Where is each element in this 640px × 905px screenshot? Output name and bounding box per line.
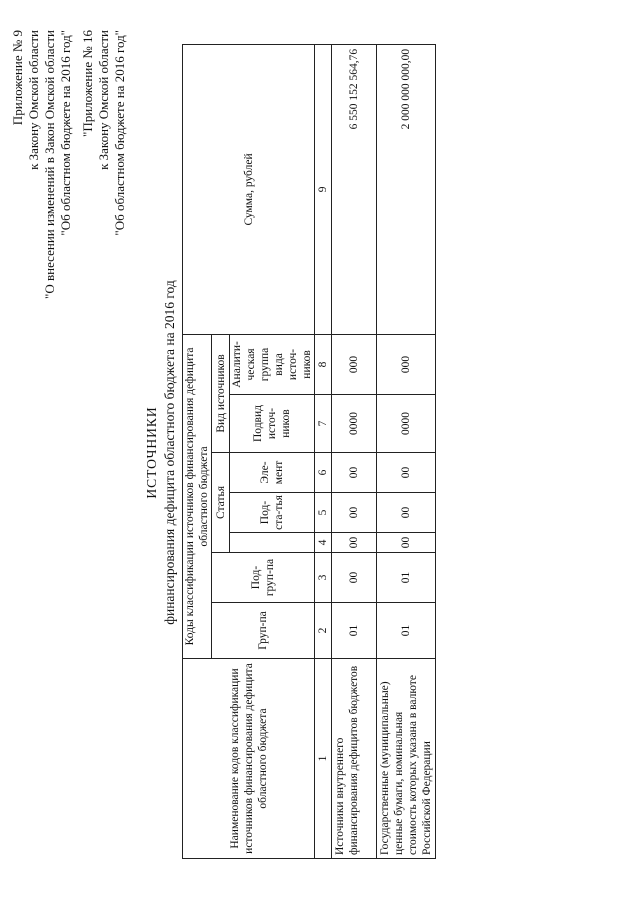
- appendix-header: [10, 30, 74, 299]
- row-subarticle: 00: [377, 493, 436, 533]
- original-appendix-header: [80, 30, 128, 236]
- row-subgroup: 00: [332, 553, 377, 603]
- table-row: [377, 44, 436, 858]
- row-amount: 2 000 000 000,00: [377, 44, 436, 334]
- appendix-line: Приложение № 9: [10, 30, 25, 126]
- header-group: Груп-па: [212, 603, 315, 659]
- column-number: 9: [315, 44, 332, 334]
- row-subtype: 0000: [332, 395, 377, 453]
- header-name: Наименование кодов классификации источников финансирования дефицита областного бюджета: [183, 659, 315, 859]
- row-name: Государственные (муниципальные) ценные бумаги, номинальная стоимость которых указана в валюте Российской Федерации: [377, 659, 436, 859]
- appendix-line: "Об областном бюджете на 2016 год": [112, 30, 127, 236]
- header-amount: Сумма, рублей: [183, 44, 315, 334]
- table-row: [332, 44, 377, 858]
- row-subarticle: 00: [332, 493, 377, 533]
- row-element: 00: [332, 453, 377, 493]
- row-element: 00: [377, 453, 436, 493]
- row-subgroup: 01: [377, 553, 436, 603]
- document-subtitle: финансирования дефицита областного бюджета на 2016 год: [162, 280, 177, 625]
- header-subarticle: Под-ста-тья: [230, 493, 315, 533]
- column-number: 3: [315, 553, 332, 603]
- header-source-type: Вид источников: [212, 334, 230, 452]
- row-analytic: 000: [377, 334, 436, 394]
- header-element: Эле-мент: [230, 453, 315, 493]
- column-number: 1: [315, 659, 332, 859]
- header-blank: [230, 533, 315, 553]
- header-article: Статья: [212, 453, 230, 553]
- column-number: 5: [315, 493, 332, 533]
- header-subtype: Подвид источ-ников: [230, 395, 315, 453]
- row-amount: 6 550 152 564,76: [332, 44, 377, 334]
- column-number: 4: [315, 533, 332, 553]
- row-group: 01: [377, 603, 436, 659]
- appendix-line: "Приложение № 16: [80, 30, 95, 137]
- sources-table: [182, 44, 436, 859]
- appendix-line: "Об областном бюджете на 2016 год": [58, 30, 73, 236]
- row-group: 01: [332, 603, 377, 659]
- row-article: 00: [332, 533, 377, 553]
- header-subgroup: Под-груп-па: [212, 553, 315, 603]
- column-number: 7: [315, 395, 332, 453]
- column-number: 6: [315, 453, 332, 493]
- row-subtype: 0000: [377, 395, 436, 453]
- header-codes: Коды классификации источников финансирования дефицита областного бюджета: [183, 334, 212, 658]
- header-analytic: Аналити-ческая группа вида источ-ников: [230, 334, 315, 394]
- appendix-line: к Закону Омской области: [26, 30, 41, 170]
- appendix-line: к Закону Омской области: [96, 30, 111, 170]
- document-title: ИСТОЧНИКИ: [144, 406, 159, 499]
- row-article: 00: [377, 533, 436, 553]
- row-analytic: 000: [332, 334, 377, 394]
- column-number: 2: [315, 603, 332, 659]
- column-number: 8: [315, 334, 332, 394]
- row-name: Источники внутреннего финансирования дефицитов бюджетов: [332, 659, 377, 859]
- appendix-line: "О внесении изменений в Закон Омской области: [42, 30, 57, 299]
